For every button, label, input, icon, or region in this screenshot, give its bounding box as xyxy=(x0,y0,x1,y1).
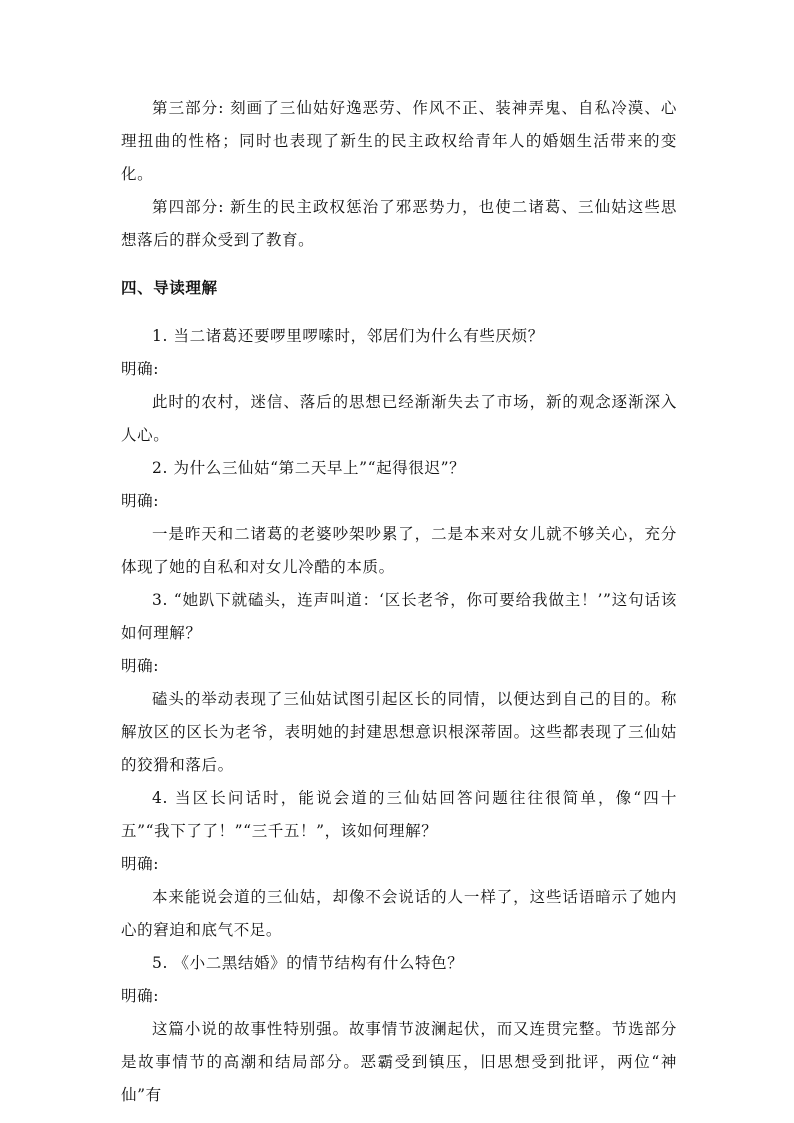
question-3: 3. “她趴下就磕头，连声叫道：‘区长老爷，你可要给我做主！’”这句话该如何理解？ xyxy=(121,591,677,642)
question-1: 1. 当二诸葛还要啰里啰嗦时，邻居们为什么有些厌烦？ xyxy=(152,327,544,345)
question-4: 4. 当区长问话时，能说会道的三仙姑回答问题往往很简单，像“四十五”“我下了了！”“三千五！”，该如何理解？ xyxy=(121,789,677,840)
answer-label-2: 明确: xyxy=(121,492,160,510)
answer-label-3: 明确: xyxy=(121,657,160,675)
document-body xyxy=(121,92,677,1112)
question-2: 2. 为什么三仙姑“第二天早上”“起得很迟”？ xyxy=(152,459,466,477)
answer-label-4: 明确: xyxy=(121,855,160,873)
answer-2: 一是昨天和二诸葛的老婆吵架吵累了，二是本来对女儿就不够关心，充分体现了她的自私和对女儿冷酷的本质。 xyxy=(121,525,677,576)
summary-part-four: 第四部分: 新生的民主政权惩治了邪恶势力，也使二诸葛、三仙姑这些思想落后的群众受到了教育。 xyxy=(121,198,677,249)
section-heading: 四、导读理解 xyxy=(121,279,218,297)
answer-5: 这篇小说的故事性特别强。故事情节波澜起伏，而又连贯完整。节选部分是故事情节的高潮和结局部分。恶霸受到镇压，旧思想受到批评，两位“神仙”有 xyxy=(121,1020,677,1104)
answer-label-5: 明确: xyxy=(121,987,160,1005)
answer-4: 本来能说会道的三仙姑，却像不会说话的人一样了，这些话语暗示了她内心的窘迫和底气不足。 xyxy=(121,888,677,939)
answer-label-1: 明确: xyxy=(121,360,160,378)
summary-part-three: 第三部分: 刻画了三仙姑好逸恶劳、作风不正、装神弄鬼、自私冷漠、心理扭曲的性格；同时也表现了新生的民主政权给青年人的婚姻生活带来的变化。 xyxy=(121,99,677,183)
answer-3: 磕头的举动表现了三仙姑试图引起区长的同情，以便达到自己的目的。称解放区的区长为老爷，表明她的封建思想意识根深蒂固。这些都表现了三仙姑的狡猾和落后。 xyxy=(121,690,677,774)
answer-1: 此时的农村，迷信、落后的思想已经渐渐失去了市场，新的观念逐渐深入人心。 xyxy=(121,393,677,444)
question-5: 5. 《小二黑结婚》的情节结构有什么特色？ xyxy=(152,954,464,972)
